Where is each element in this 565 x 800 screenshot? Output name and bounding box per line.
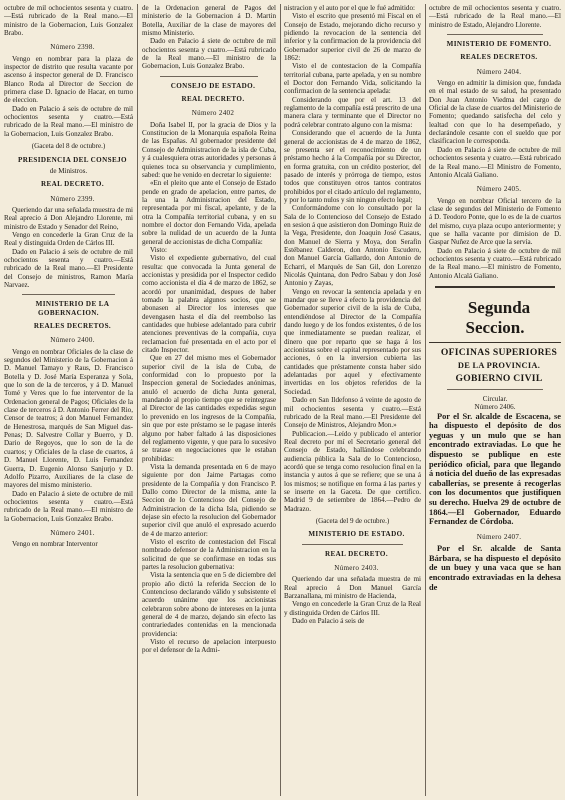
notice-paragraph: Por el Sr. alcalde de Escacena, se ha dispuesto el depósito de dos yeguas y un mulo que se han encontrado extraviadas. Lo que he dispuesto se publique en este periódico oficial, para que llegando á noticia del dueño de las expresadas caballerías, se presente á recogerlas con los documentos que justifiquen su derecho. Huelva 29 de octubre de 1864.—El Gobernador, Eduardo Fernandez de Córdoba. xyxy=(429,411,561,527)
paragraph: Considerando que el acuerdo de la Junta general de accionistas de 4 de marzo de 1862, se presenta ser el reconocimiento de un préstamo hecho á la Compañía por su Director, en forma gratuita, con un crédito posterior, del pasado de interés y prórroga de tiempo, estos todos que constituyen otros tantos contratos prohibidos por el citado artículo del reglamento, y por lo tanto nulos y sin ningun efecto legal; xyxy=(284,129,421,204)
paragraph: Vengo en nombrar Interventor xyxy=(12,540,98,549)
section-heading: MINISTERIO DE ESTADO. xyxy=(308,530,405,539)
paragraph: «En el pleito que ante el Consejo de Estado pende en grado de apelacion, entre partes, de la una la Administracion del Estado, representada por mi fiscal, apelante, y de la otra la Compañía territorial cubana, y en su nombre el doctor don Fernando Vida, apelada sobre la nulidad de un acuerdo de la Junta general de accionistas de dicha Compañía: xyxy=(142,179,276,246)
section-heading: MINISTERIO DE LA GOBERNACION. xyxy=(35,300,110,317)
paragraph: Dado en Palacio á siete de octubre de mil ochocientos sesenta y cuatro.—Está rubricado de la Real mano.—El ministro de Fomento, Antonio Alcalá Galiano. xyxy=(429,246,561,280)
separator-rule xyxy=(302,544,403,545)
paragraph: Dado en Palacio á seis de octubre de mil ochocientos sesenta y cuatro.—Está rubricado de la Real mano.—El Presidente del Consejo de ministros, Ramon María Narvaez. xyxy=(4,247,133,289)
paragraph: Dado en Palacio á siete de octubre de mil ochocientos sesenta y cuatro.—Está rubricado de la Real mano.—El Ministro de Fomento, Antonio Alcalá Galiano. xyxy=(429,145,561,179)
paragraph: octubre de mil ochocientos sesenta y cuatro.—Está rubricado de la Real mano.—El ministro de la Gobernacion, Luis Gonzalez Brabo. xyxy=(4,4,133,38)
section-heading: CONSEJO DE ESTADO. xyxy=(170,81,256,90)
decree-number: Número 2400. xyxy=(50,336,95,345)
office-heading: OFICINAS SUPERIORES xyxy=(440,346,558,358)
centered-line: de Ministros. xyxy=(49,166,88,175)
separator-rule xyxy=(447,34,543,35)
paragraph: nistracion y el auto por el que le fué admitido: xyxy=(284,4,415,12)
paragraph: Vengo en revocar la sentencia apelada y en mandar que se lleve á efecto la providencia del Gobernador superior civil de la isla de Cuba, entendiéndose al Director de la Compañía dando luego y de los fondos existentes, ó de los que inmediatamente se puedan realizar, el dinero que por reparto que se haga á los accionistas sobre el capital representado por sus acciones, ó en la inversion cubierta las cantidades que préstamente consta haber sido adelantadas por aquel y efectivamente invertidas en los objetos referidos de la Sociedad. xyxy=(284,287,421,396)
decree-number: Número 2405. xyxy=(476,185,522,194)
separator-rule xyxy=(22,294,115,295)
paragraph: Dado en Palacio á seis de xyxy=(292,617,365,626)
section-heading: REAL DECRETO. xyxy=(181,95,245,104)
paragraph: Doña Isabel II, por la gracia de Dios y la Constitucion de la Monarquía española Reina de las Españas. Al gobernador presidente del Consejo de Administracion de la isla de Cuba, y á cualesquiera otras autoridades y personas á quienes toca su observancia y cumplimiento, sabed: que he venido en decretar lo siguiente: xyxy=(142,120,276,179)
column-divider xyxy=(425,4,426,796)
decree-number: Número 2399. xyxy=(50,194,95,203)
paragraph: Visto el escrito que presentó mi Fiscal en el Consejo de Estado, mejorando dicho recurso y pidiendo la revocacion de la sentencia del inferior y la confirmacion de la providencia del Gobernador superior civil de 26 de marzo de 1862: xyxy=(284,12,421,63)
section-heading: REALES DECRETOS. xyxy=(33,322,112,330)
paragraph: Queriendo dar una señalada muestra de mi Real aprecio á Don Manuel García Barzanallana, mi ministro de Hacienda, xyxy=(284,575,421,601)
paragraph: Publicacion.—Leído y publicado el anterior Real decreto por mí el Secretario general del Consejo de Estado, hallándose celebrando audiencia pública la Sala de lo Contencioso, acordó que se tenga como resolucion final en la instancia y autos á que se refiere; que se una á los mismos; se notifique en forma á las partes y se inserte en la Gaceta. De que certifico. Madrid 9 de setiembre de 1864.—Pedro de Madrazo. xyxy=(284,429,421,513)
paragraph: Dado en Palacio á siete de octubre de mil ochocientos sesenta y cuatro.—Está rubricado de la Real mano.—El ministro de la Gobernacion, Luis Gonzalez Brabo. xyxy=(142,37,276,71)
decree-number: Número 2402 xyxy=(191,109,235,118)
paragraph: Visto: xyxy=(150,245,167,254)
paragraph: Dado en Palacio á siete de octubre de mil ochocientos sesenta y cuatro.—Está rubricado de la Real mano.—El ministro de la Gobernacion, Luis Gonzalez Brabo. xyxy=(4,489,133,523)
separator-rule xyxy=(160,76,258,77)
decree-number: Número 2398. xyxy=(50,43,95,52)
paragraph: Visto el de contestacion de la Compañía territorial cubana, parte apelada, y en su nombre el Doctor don Fernando Vida, solicitando la confirmacion de la sentencia apelada: xyxy=(284,62,421,96)
paragraph: Vengo en nombrar Oficiales de la clase de segundos del Ministerio de la Gobernacion á D. Manuel Tamayo y Raus, D. Francisco Botella y D. José María Esperanza y Sola, que lo son de la de terceros, y á D. Manuel Tomé y Veres que lo fue interventor de la Ordenacion general de Pagos; Oficiales de la clase de terceros á D. Antonio Ferrer del Rio, Censor de teatros; á don Manuel Fernandez de Henestrosa, marqués de San Miguel das-Penas; D. Salvestre Collar y Buerro, y D. Dario de Regoyos, que lo son de la de cuartos; y Oficiales de la clase de cuartos, á D. Manuel Llorente, D. Luis Fernandez Guerra, D. Eugenio Alonso Sanjurjo y D. Adolfo Pizarro, Auxiliares de la clase de mayores del mismo ministerio. xyxy=(4,347,133,490)
paragraph: Vengo en nombrar para la plaza de inspector de distrito que resulta vacante por ascenso á inspector general de D. Francisco Blanco Roda al Director de Seccion de primera clase D. Ignacio de Hacar, en turno de eleccion. xyxy=(4,54,133,105)
paragraph: Vengo en concederle la Gran Cruz de la Real y distinguida Orden de Cárlos III. xyxy=(4,230,133,248)
column-4 xyxy=(429,4,561,796)
paragraph: Dado en San Ildefonso á veinte de agosto de mil ochocientos sesenta y cuatro.—Está rubricado de la Real mano.—El Presidente del Consejo de Ministros, Alejandro Mon.» xyxy=(284,396,421,430)
paragraph: Queriendo dar una señalada muestra de mi Real aprecio á Don Alejandro Llorente, mi ministro de Estado y Senador del Reino, xyxy=(4,205,133,231)
section-heading: REAL DECRETO. xyxy=(324,549,389,558)
paragraph: Vista la sentencia que en 5 de diciembre del propio año dictó la referida Seccion de lo Contencioso declarando válido y subsistente el acuerdo unánime que los accionistas celebraron sobre abono de intereses en la junta general de 4 de marzo, dejando sin efecto las contrariedades contenidas en la mencionada providencia: xyxy=(142,571,276,638)
paragraph: de la Ordenacion general de Pagos del ministerio de la Gobernacion á D. Martin Botella, Auxiliar de la clase de mayores del mismo Ministerio. xyxy=(142,4,276,38)
decree-number: Número 2403. xyxy=(334,564,379,572)
paragraph: Vista la demanda presentada en 6 de mayo siguiente por don Jaime Partagas como presidente de la Compañía y don Francisco P. Dallo como Director de la misma, ante la Seccion de lo Contencioso del Consejo de Administracion de la dicha Isla, pidiendo se dejase sin efecto la resolucion del Gobernador superior civil que anuló el expresado acuerdo de 4 de marzo anterior: xyxy=(142,462,276,538)
decree-number: Número 2407. xyxy=(476,532,522,541)
notice-paragraph: Por el Sr. alcalde de Santa Bárbara, se ha dispuesto el depósito de un buey y una vaca que se han encontrado extraviadas en la dehesa de xyxy=(429,544,561,592)
column-3 xyxy=(284,4,421,796)
column-2 xyxy=(142,4,276,796)
paragraph: Visto el recurso de apelacion interpuesto por el defensor de la Admi- xyxy=(142,638,276,655)
paragraph: Visto el escrito de contestacion del Fiscal nombrado defensor de la Administracion en la solicitud de que se confirmase en todas sus partes la resolucion gubernativa: xyxy=(142,537,276,571)
centered-line: Número 2406. xyxy=(474,403,516,412)
paragraph: Vengo en admitir la dimision que, fundada en el mal estado de su salud, ha presentado Don Juan Antonio Viedma del cargo de Oficial de la clase de cuartos del Ministerio de Fomento; quedando satisfecha del celo y lealtad con que lo ha desempeñado, y declarándole cesante con el sueldo que por clasificacion le corresponda. xyxy=(429,79,561,146)
paragraph: Vengo en concederle la Gran Cruz de la Real y distinguida Orden de Cárlos III. xyxy=(284,600,421,617)
paragraph: Dado en Palacio á seis de octubre de mil ochocientos sesenta y cuatro.—Está rubricado de la Real mano.—El ministro de la Gobernacion, Luis Gonzalez Brabo. xyxy=(4,104,133,138)
section-heading: MINISTERIO DE FOMENTO. xyxy=(446,40,552,49)
paragraph: Visto el expediente gubernativo, del cual resulta: que convocada la Junta general de accionistas y presidida por el Inspector cedido como accionista el día 4 de marzo de 1862, se acordó por unanimidad, despues de haber tomado la palabra algunos socios, que se abonasen al Director los intereses que devengasen hasta el día del reembolso las cantidades que hubiese adelantado para cubrir atenciones preventivas de la compañía, cuya reclamacion fué presentada en el acto por el citado Inspector. xyxy=(142,254,276,355)
decree-number: Número 2404. xyxy=(476,67,522,76)
section-heading: REALES DECRETOS. xyxy=(460,53,538,62)
separator-rule xyxy=(447,389,543,390)
column-1 xyxy=(4,4,133,796)
paragraph: Conformándome con lo consultado por la Sala de lo Contencioso del Consejo de Estado en sesion á que asistieron don Domingo Ruiz de la Vega, Presidente, don Joaquin José Casaus, don Manuel de Sierra y Moya, don Serafin Estébanez Calderon, don Antonio Escudero, don Manuel García Gallardo, don Antonio de Echarri, el Marqués de San Gil, don Lorenzo Nicolás Quintana, don Pedro Sabau y don José Antonio y Zayas, xyxy=(284,204,421,288)
section-heading: PRESIDENCIA DEL CONSEJO xyxy=(18,155,127,164)
office-heading: GOBIERNO CIVIL xyxy=(455,372,543,384)
section-rule xyxy=(435,286,555,288)
section-title: Segunda Seccion. xyxy=(465,297,531,337)
office-heading: DE LA PROVINCIA. xyxy=(457,360,541,370)
paragraph: octubre de mil ochocientos sesenta y cuatro.—Está rubricado de la Real mano.—El ministro de Estado, Alejandro Llorente. xyxy=(429,4,561,29)
decree-number: Número 2401. xyxy=(50,528,95,537)
separator-rule xyxy=(429,342,561,343)
centered-line: (Gaceta del 9 de octubre.) xyxy=(315,516,390,525)
paragraph: Vengo en nombrar Oficial tercero de la clase de segundos del Ministerio de Fomento á D. Teodoro Ponte, que lo es de la de cuartos del mismo, cuya plaza ocupo anteriormente; y que se halla vacante por dimision de D. Gaspar Nuñez de Arce que la servía. xyxy=(429,196,561,247)
centered-line: Circular. xyxy=(482,394,508,403)
column-divider xyxy=(280,4,281,796)
paragraph: Considerando que por el art. 13 del reglamento de la compañía está prescrito de una manera clara y terminante que el Director no podrá celebrar contrato alguno con la misma: xyxy=(284,95,421,129)
paragraph: Que en 27 del mismo mes el Gobernador superior civil de la isla de Cuba, de conformidad con lo propuesto por la Inspeccion general de Sociedades anónimas, anuló el acuerdo de dicha Junta general, mandando al propio tiempo que se reintegrase al Director de las cantidades expedidas segun lo prevenido en los ingresos de la Compañía, sin que por este préstamo se le pagase interés alguno por haber faltado á las disposiciones del reglamento vigente, y que para lo sucesivo se tratase en negociaciones que le estaban prohibidas: xyxy=(142,354,276,463)
column-divider xyxy=(137,4,138,796)
centered-line: (Gaceta del 8 de octubre.) xyxy=(31,142,106,151)
section-heading: REAL DECRETO. xyxy=(40,180,105,189)
